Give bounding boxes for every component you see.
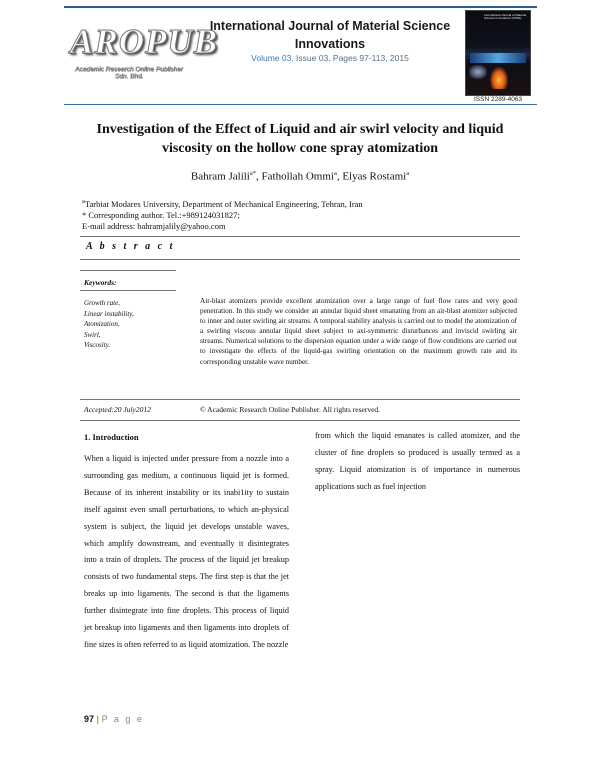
keyword-item: Linear instability, xyxy=(84,309,134,318)
abstract-heading: A b s t r a c t xyxy=(86,241,175,252)
author-email: E-mail address: bahramjalily@yahoo.com xyxy=(82,220,226,231)
journal-volume: Volume 03 xyxy=(251,53,292,63)
author-list: Bahram Jalili$^{a*}$, Fathollah Ommi$^a$, Elyas Rostami$^a$ xyxy=(190,170,410,183)
journal-title: International Journal of Material Science Innovations xyxy=(209,19,451,51)
keywords-heading: Keywords: xyxy=(84,278,117,287)
section-heading: 1. Introduction xyxy=(84,432,139,442)
abstract-bottom-rule xyxy=(80,399,520,400)
author-name: Bahram Jalili xyxy=(190,170,250,183)
author-affiliation-mark: a* xyxy=(249,170,257,177)
publisher-logo xyxy=(70,20,218,80)
abstract-top-rule xyxy=(80,236,520,237)
cover-title: International Journal of Material Science Innovations (IJMSI) xyxy=(484,13,527,21)
logo-tagline: Academic Research Online Publisher Sdn. Bhd. xyxy=(75,66,183,80)
abstract-body: Air-blast atomizers provide excellent atomization over a large range of fuel flow rates and very good penetration. In this study we consider an annular liquid sheet emanating from an air-blast atomizer subjected to inner and outer swirling air streams. A temporal stability analysis is carried out to model the atomization of a swirling viscous annular liquid sheet subject to axi-symmetric disturbances and inviscid swirling air streams. Numerical solutions to the dispersion equation under a wide range of flow conditions are carried out to investigate the effects of the liquid-gas swirling orientation on the maximum growth rate and its corresponding unstable wave number. xyxy=(200,297,517,366)
keyword-item: Atomization, xyxy=(84,320,120,328)
abstract-heading-rule xyxy=(80,259,520,260)
page-label: P a g e xyxy=(101,714,144,724)
journal-issue-pages: , Issue 03, Pages 97-113, 2015 xyxy=(291,53,409,63)
header-divider xyxy=(64,104,537,105)
body-top-rule xyxy=(80,420,520,421)
keywords-rule xyxy=(80,290,176,291)
footer-separator: | xyxy=(96,714,100,724)
keywords-list xyxy=(84,298,134,351)
journal-issue-info xyxy=(196,53,464,63)
page-number: 97 xyxy=(84,714,95,724)
author-affiliation-mark: a xyxy=(333,170,337,177)
affiliation-mark: a xyxy=(82,198,85,205)
page-footer xyxy=(84,714,144,724)
corresponding-author: * Corresponding author. Tel.:+989124031827; xyxy=(82,209,240,220)
copyright-notice: © Academic Research Online Publisher. All rights reserved. xyxy=(200,405,381,414)
header-top-rule xyxy=(64,6,537,8)
logo-wordmark: AROPUB xyxy=(70,22,218,61)
affiliation-block xyxy=(82,196,522,232)
issn-label: ISSN 2289-4063 xyxy=(474,96,523,103)
cover-graphic xyxy=(469,65,487,79)
journal-cover-image xyxy=(465,10,531,96)
author-name: Fathollah Ommi xyxy=(261,170,334,183)
keyword-item: Growth rate, xyxy=(84,299,120,307)
author-name: Elyas Rostami xyxy=(342,170,407,183)
cover-flame-graphic xyxy=(490,67,508,89)
keywords-top-rule xyxy=(80,270,176,271)
body-column-right: from which the liquid emanates is called atomizer, and the cluster of fine droplets so produced is usually termed as a spray. Liquid atomization is of importance in numerous applications such as fuel injection xyxy=(315,431,520,491)
accepted-date: Accepted:20 July2012 xyxy=(84,405,151,414)
author-affiliation-mark: a xyxy=(406,170,410,177)
affiliation-line xyxy=(82,196,522,210)
body-column-left: When a liquid is injected under pressure from a nozzle into a surrounding gas medium, a continuous liquid jet is formed. Because of its inherent instability or its inabi1ity to sustain itself against even small perturbations, to which an-physical system is subject, the liquid jet develops unstable waves, which amplify downstream, and eventually it disintegrates into a train of droplets. The process of the liquid jet breakup consists of two fundamental steps. The first step is that the jet breaks up into ligaments. The second is that the ligaments further disintegrate into fine droplets. This process of liquid jet breakup into ligaments and then ligaments into droplets of fine sizes is often referred to as liquid atomization. The nozzle xyxy=(84,454,289,649)
paper-title: Investigation of the Effect of Liquid and air swirl velocity and liquid viscosity on the hollow cone spray atomization xyxy=(96,122,504,156)
cover-band xyxy=(470,53,526,63)
keyword-item: Swirl, xyxy=(84,330,101,339)
affiliation-text: Tarbiat Modares University, Department of Mechanical Engineering, Tehran, Iran xyxy=(84,198,363,209)
keyword-item: Viscosity. xyxy=(84,341,111,349)
